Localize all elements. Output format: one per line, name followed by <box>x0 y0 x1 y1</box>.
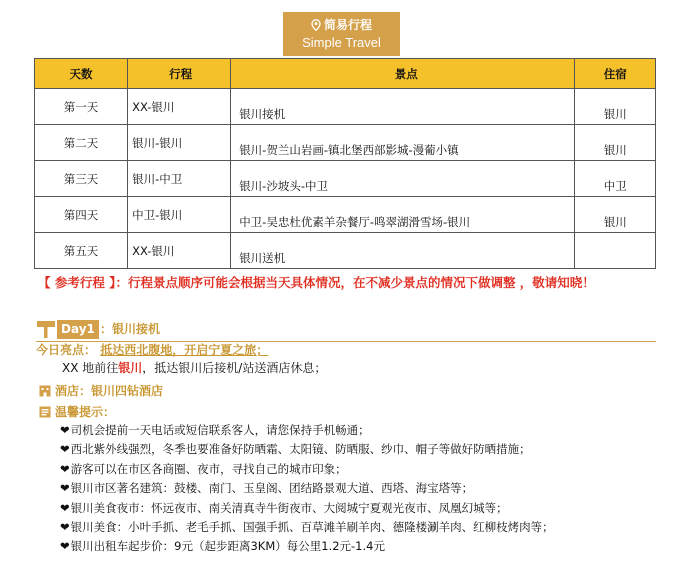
list-item: ❤司机会提前一天电话或短信联系客人，请您保持手机畅通； <box>60 423 370 437</box>
hotel-text: 酒店：银川四钻酒店 <box>55 384 164 398</box>
table-row <box>35 161 656 197</box>
cell-day: 第二天 <box>35 125 128 161</box>
highlight-label: 今日亮点： <box>36 343 97 357</box>
day1-header <box>36 319 656 342</box>
list-item: ❤银川出租车起步价：9元（起步距离3KM）每公里1.2元-1.4元 <box>60 539 385 554</box>
header-route: 行程 <box>128 59 231 89</box>
header-spots: 景点 <box>231 59 575 89</box>
cell-day: 第一天 <box>35 89 128 125</box>
hotel-icon <box>39 385 51 397</box>
day-title: ：银川接机 <box>100 322 161 336</box>
cell-spots: 银川-沙坡头-中卫 <box>239 178 328 193</box>
list-item: ❤银川市区著名建筑：鼓楼、南门、玉皇阁、团结路景观大道、西塔、海宝塔等； <box>60 481 474 496</box>
title-banner <box>283 12 400 56</box>
desc-city: 银川 <box>118 361 143 375</box>
cell-stay: 银川 <box>603 214 627 229</box>
desc-pre: XX 地前往 <box>62 361 119 375</box>
itinerary-table <box>34 58 656 269</box>
heart-bullet-icon: ❤ <box>60 500 70 515</box>
tips-title: 温馨提示： <box>55 405 116 419</box>
table-row <box>35 197 656 233</box>
highlight-line <box>36 341 268 359</box>
list-item: ❤西北紫外线强烈，冬季也要准备好防晒霜、太阳镜、防晒服、纱巾、帽子等做好防晒措施； <box>60 442 531 457</box>
banner-title-cn: 简易行程 <box>323 18 372 32</box>
heart-bullet-icon: ❤ <box>60 520 70 535</box>
cell-route: 银川-银川 <box>128 125 231 161</box>
header-day: 天数 <box>35 59 128 89</box>
banner-title-en: Simple Travel <box>302 35 381 50</box>
cell-day: 第五天 <box>35 233 128 269</box>
cell-spots: 银川-贺兰山岩画-镇北堡西部影城-漫葡小镇 <box>239 142 459 157</box>
cell-spots: 银川接机 <box>239 106 286 121</box>
reference-notice: 【 参考行程 】：行程景点顺序可能会根据当天具体情况，在不减少景点的情况下做调整 ，敬请知晓！ <box>38 275 595 290</box>
cell-route: XX-银川 <box>128 89 231 125</box>
heart-bullet-icon: ❤ <box>60 539 70 554</box>
list-item: ❤银川美食：小叶手抓、老毛手抓、国强手抓、百草滩羊刷羊肉、德隆楼涮羊肉、红柳枝烤肉等； <box>60 520 554 535</box>
cell-spots: 银川送机 <box>239 250 286 265</box>
signpost-icon <box>36 319 56 339</box>
tips-list <box>60 421 554 557</box>
cell-spots: 中卫-吴忠杜优素羊杂餐厅-鸣翠湖滑雪场-银川 <box>239 214 471 229</box>
hotel-line <box>39 382 163 400</box>
table-row <box>35 89 656 125</box>
heart-bullet-icon: ❤ <box>60 481 70 496</box>
table-row <box>35 125 656 161</box>
cell-day: 第三天 <box>35 161 128 197</box>
list-item: ❤银川美食夜市：怀远夜市、南关清真寺牛街夜市、大阅城宁夏观光夜市、凤凰幻城等； <box>60 500 508 515</box>
heart-bullet-icon: ❤ <box>60 423 70 437</box>
day-badge: Day1 <box>57 320 99 339</box>
day-description <box>62 359 326 377</box>
highlight-text: 抵达西北腹地，开启宁夏之旅； <box>100 343 269 357</box>
cell-route: 中卫-银川 <box>128 197 231 233</box>
cell-stay: 银川 <box>603 142 627 157</box>
tips-title-line <box>39 403 115 421</box>
cell-stay: 中卫 <box>603 178 627 193</box>
location-pin-icon <box>311 19 321 31</box>
tips-icon <box>39 406 51 418</box>
cell-day: 第四天 <box>35 197 128 233</box>
table-header-row <box>35 59 656 89</box>
table-row <box>35 233 656 269</box>
heart-bullet-icon: ❤ <box>60 461 70 476</box>
cell-route: XX-银川 <box>128 233 231 269</box>
heart-bullet-icon: ❤ <box>60 442 70 457</box>
cell-route: 银川-中卫 <box>128 161 231 197</box>
header-stay: 住宿 <box>575 59 656 89</box>
desc-post: ，抵达银川后接机/站送酒店休息； <box>142 361 327 375</box>
list-item: ❤游客可以在市区各商圈、夜市，寻找自己的城市印象； <box>60 461 347 476</box>
cell-stay: 银川 <box>603 106 627 121</box>
